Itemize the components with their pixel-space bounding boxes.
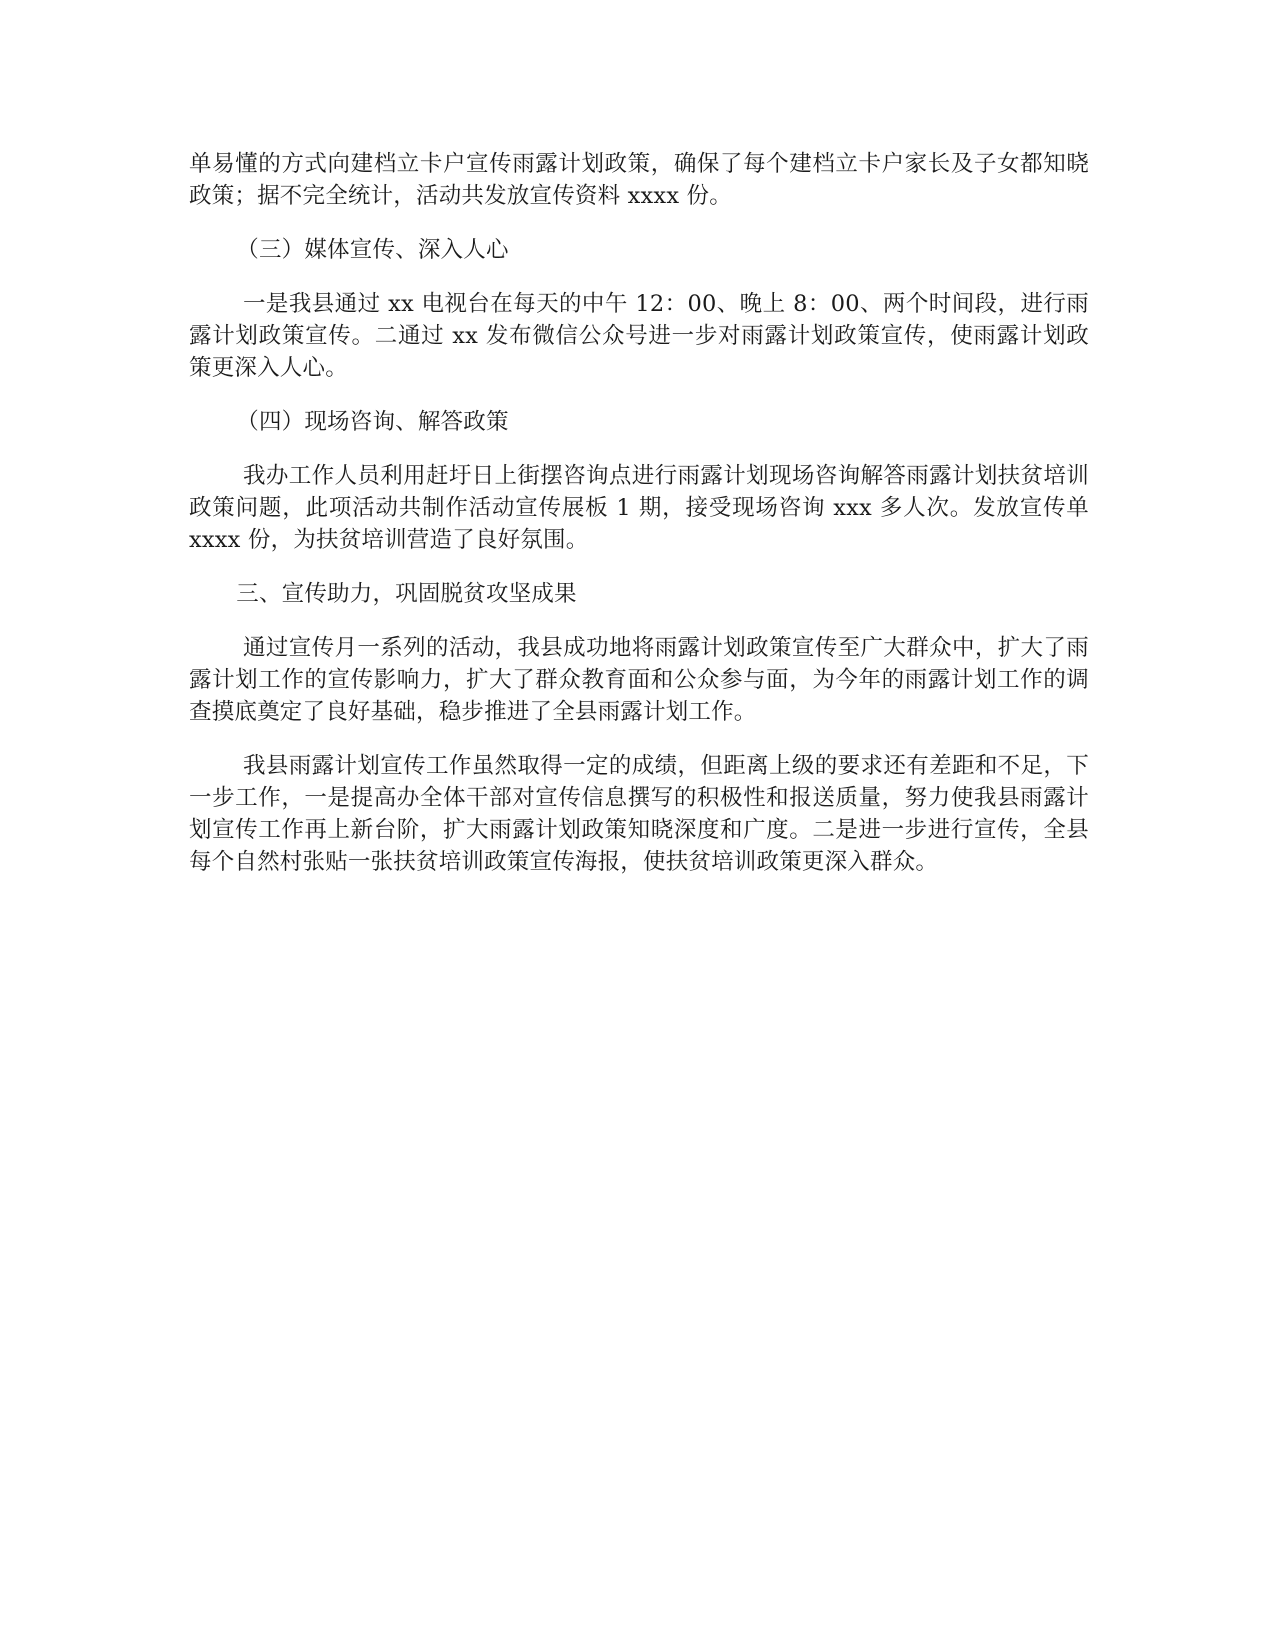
section-3-heading: （三）媒体宣传、深入人心: [236, 237, 509, 263]
section-4-heading: （四）现场咨询、解答政策: [236, 409, 509, 435]
section-3-paragraph: 一是我县通过 xx 电视台在每天的中午 12：00、晚上 8：00、两个时间段，进行雨露计划政策宣传。二通过 xx 发布微信公众号进一步对雨露计划政策宣传，使雨露计划政策更深入人心。: [189, 291, 1089, 381]
section-4-paragraph: 我办工作人员利用赶圩日上街摆咨询点进行雨露计划现场咨询解答雨露计划扶贫培训政策问题，此项活动共制作活动宣传展板 1 期，接受现场咨询 xxx 多人次。发放宣传单 xxxx 份，为扶贫培训营造了良好氛围。: [189, 463, 1089, 553]
document-body: [189, 148, 1089, 900]
continuation-paragraph: 单易懂的方式向建档立卡户宣传雨露计划政策，确保了每个建档立卡户家长及子女都知晓政策；据不完全统计，活动共发放宣传资料 xxxx 份。: [189, 151, 1089, 209]
part-3-paragraph-2: 我县雨露计划宣传工作虽然取得一定的成绩，但距离上级的要求还有差距和不足，下一步工作，一是提高办全体干部对宣传信息撰写的积极性和报送质量，努力使我县雨露计划宣传工作再上新台阶，扩大雨露计划政策知晓深度和广度。二是进一步进行宣传，全县每个自然村张贴一张扶贫培训政策宣传海报，使扶贫培训政策更深入群众。: [189, 753, 1089, 875]
part-3-paragraph-1: 通过宣传月一系列的活动，我县成功地将雨露计划政策宣传至广大群众中，扩大了雨露计划工作的宣传影响力，扩大了群众教育面和公众参与面，为今年的雨露计划工作的调查摸底奠定了良好基础，稳步推进了全县雨露计划工作。: [189, 635, 1089, 725]
part-3-heading: 三、宣传助力，巩固脱贫攻坚成果: [236, 581, 577, 607]
